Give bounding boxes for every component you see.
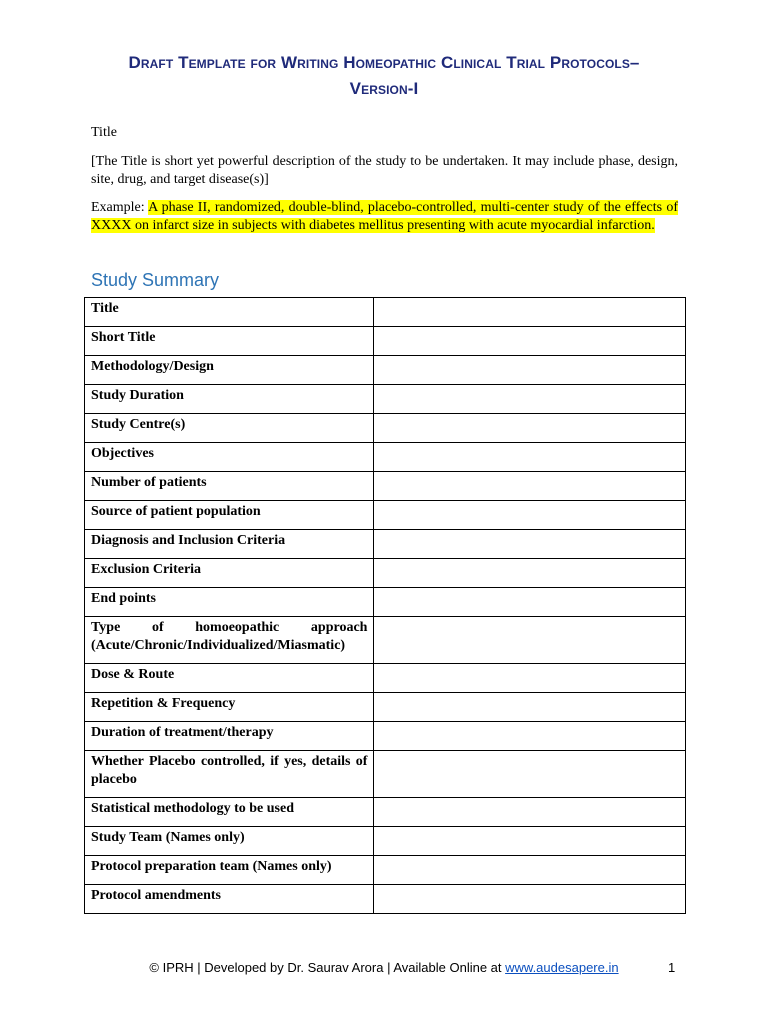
row-label: Study Duration <box>85 385 374 414</box>
page-footer <box>0 960 768 975</box>
table-row <box>85 356 686 385</box>
row-label: Duration of treatment/therapy <box>85 722 374 751</box>
row-value-cell[interactable] <box>374 664 686 693</box>
table-row <box>85 751 686 798</box>
row-label: Dose & Route <box>85 664 374 693</box>
table-row <box>85 530 686 559</box>
row-value-cell[interactable] <box>374 559 686 588</box>
study-summary-heading: Study Summary <box>91 270 220 290</box>
document-title <box>84 50 684 102</box>
table-row <box>85 385 686 414</box>
table-row <box>85 327 686 356</box>
document-title-line-2: Version-I <box>349 79 419 98</box>
row-value-cell[interactable] <box>374 327 686 356</box>
row-label: Number of patients <box>85 472 374 501</box>
footer-text: © IPRH | Developed by Dr. Saurav Arora | Available Online at <box>149 960 506 975</box>
table-row <box>85 298 686 327</box>
row-label: Exclusion Criteria <box>85 559 374 588</box>
table-row <box>85 559 686 588</box>
table-row <box>85 856 686 885</box>
table-row <box>85 722 686 751</box>
title-description: [The Title is short yet powerful description of the study to be undertaken. It may include phase, design, site, drug, and target disease(s)] <box>91 154 678 187</box>
row-value-cell[interactable] <box>374 856 686 885</box>
row-label: Title <box>85 298 374 327</box>
table-row <box>85 414 686 443</box>
row-value-cell[interactable] <box>374 885 686 914</box>
study-summary-table <box>84 297 686 914</box>
row-label: Repetition & Frequency <box>85 693 374 722</box>
row-value-cell[interactable] <box>374 501 686 530</box>
row-value-cell[interactable] <box>374 298 686 327</box>
table-row <box>85 443 686 472</box>
page-number: 1 <box>668 960 676 975</box>
table-row <box>85 588 686 617</box>
table-row <box>85 798 686 827</box>
row-value-cell[interactable] <box>374 443 686 472</box>
example-highlighted-text: A phase II, randomized, double-blind, placebo-controlled, multi-center study of the effects of XXXX on infarct size in subjects with diabetes mellitus presenting with acute myocardial infarction. <box>91 200 678 233</box>
row-value-cell[interactable] <box>374 693 686 722</box>
footer-link[interactable]: www.audesapere.in <box>505 960 619 975</box>
row-label: Protocol preparation team (Names only) <box>85 856 374 885</box>
row-value-cell[interactable] <box>374 472 686 501</box>
row-label: Study Team (Names only) <box>85 827 374 856</box>
table-row <box>85 664 686 693</box>
row-value-cell[interactable] <box>374 798 686 827</box>
row-value-cell[interactable] <box>374 751 686 798</box>
row-label: Source of patient population <box>85 501 374 530</box>
row-label: Short Title <box>85 327 374 356</box>
row-value-cell[interactable] <box>374 356 686 385</box>
table-row <box>85 827 686 856</box>
row-value-cell[interactable] <box>374 588 686 617</box>
row-label: Type of homoeopathic approach (Acute/Chronic/Individualized/Miasmatic) <box>85 617 374 664</box>
table-row <box>85 885 686 914</box>
title-example <box>91 199 678 235</box>
row-value-cell[interactable] <box>374 385 686 414</box>
table-row <box>85 617 686 664</box>
row-value-cell[interactable] <box>374 530 686 559</box>
row-label: Study Centre(s) <box>85 414 374 443</box>
table-row <box>85 472 686 501</box>
document-title-line-1: Draft Template for Writing Homeopathic Clinical Trial Protocols– <box>128 53 640 72</box>
row-value-cell[interactable] <box>374 414 686 443</box>
row-value-cell[interactable] <box>374 617 686 664</box>
row-label: Protocol amendments <box>85 885 374 914</box>
row-value-cell[interactable] <box>374 827 686 856</box>
row-label: Statistical methodology to be used <box>85 798 374 827</box>
row-label: Objectives <box>85 443 374 472</box>
table-row <box>85 693 686 722</box>
row-label: Methodology/Design <box>85 356 374 385</box>
row-label: End points <box>85 588 374 617</box>
row-label: Whether Placebo controlled, if yes, details of placebo <box>85 751 374 798</box>
table-row <box>85 501 686 530</box>
row-value-cell[interactable] <box>374 722 686 751</box>
row-label: Diagnosis and Inclusion Criteria <box>85 530 374 559</box>
title-field-label: Title <box>91 125 117 140</box>
example-prefix: Example: <box>91 200 149 215</box>
